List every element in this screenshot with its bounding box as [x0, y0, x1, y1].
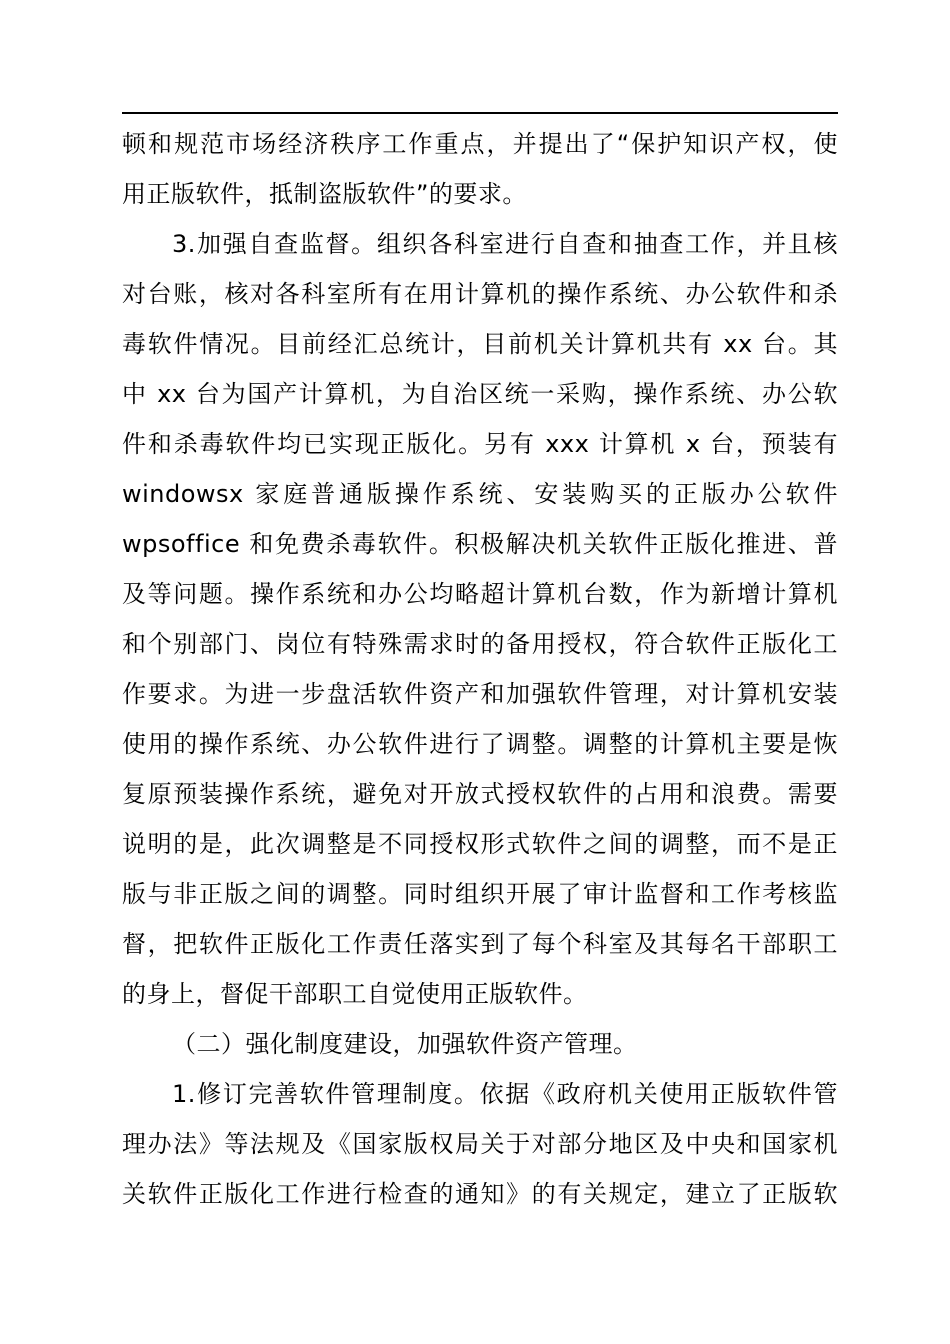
text-line: 和个别部门、岗位有特殊需求时的备用授权，符合软件正版化工	[122, 630, 838, 658]
text-line: 3.加强自查监督。组织各科室进行自查和抽查工作，并且核	[172, 230, 838, 258]
text-line: wpsoffice 和免费杀毒软件。积极解决机关软件正版化推进、普	[122, 530, 838, 558]
text-line: 中 xx 台为国产计算机，为自治区统一采购，操作系统、办公软	[122, 380, 838, 408]
text-line: 复原预装操作系统，避免对开放式授权软件的占用和浪费。需要	[122, 780, 838, 808]
section-heading: （二）强化制度建设，加强软件资产管理。	[172, 1030, 638, 1058]
text-line: 理办法》等法规及《国家版权局关于对部分地区及中央和国家机	[122, 1130, 838, 1158]
text-line: 顿和规范市场经济秩序工作重点，并提出了“保护知识产权，使	[122, 130, 838, 158]
text-line: 关软件正版化工作进行检查的通知》的有关规定，建立了正版软	[122, 1180, 838, 1208]
text-line: 使用的操作系统、办公软件进行了调整。调整的计算机主要是恢	[122, 730, 838, 758]
text-line: 毒软件情况。目前经汇总统计，目前机关计算机共有 xx 台。其	[122, 330, 838, 358]
text-line: 件和杀毒软件均已实现正版化。另有 xxx 计算机 x 台，预装有	[122, 430, 838, 458]
text-line: 的身上，督促干部职工自觉使用正版软件。	[122, 980, 588, 1008]
text-line: 1.修订完善软件管理制度。依据《政府机关使用正版软件管	[172, 1080, 838, 1108]
text-line: 及等问题。操作系统和办公均略超计算机台数，作为新增计算机	[122, 580, 838, 608]
text-line: 版与非正版之间的调整。同时组织开展了审计监督和工作考核监	[122, 880, 838, 908]
text-line: 用正版软件，抵制盗版软件”的要求。	[122, 180, 527, 208]
text-line: 对台账，核对各科室所有在用计算机的操作系统、办公软件和杀	[122, 280, 838, 308]
header-rule	[122, 112, 838, 114]
text-line: 督，把软件正版化工作责任落实到了每个科室及其每名干部职工	[122, 930, 838, 958]
text-line: windowsx 家庭普通版操作系统、安装购买的正版办公软件	[122, 480, 838, 508]
text-line: 说明的是，此次调整是不同授权形式软件之间的调整，而不是正	[122, 830, 838, 858]
text-line: 作要求。为进一步盘活软件资产和加强软件管理，对计算机安装	[122, 680, 838, 708]
